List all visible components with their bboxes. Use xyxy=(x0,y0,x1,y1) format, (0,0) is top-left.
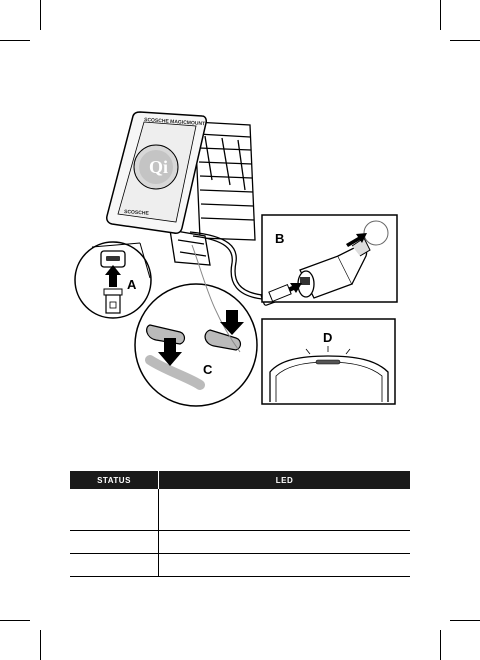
table-row xyxy=(70,554,410,577)
callout-letter-c: C xyxy=(203,362,213,377)
crop-mark-bottom-left xyxy=(40,630,41,660)
callout-d xyxy=(262,319,395,404)
qi-logo-icon: Qi xyxy=(149,157,169,177)
table-row xyxy=(70,531,410,554)
table-header-row xyxy=(70,471,410,489)
callout-c xyxy=(135,245,257,406)
brand-label-top: SCOSCHE MAGICMOUNT xyxy=(143,117,206,128)
callout-letter-b: B xyxy=(275,231,285,246)
led-cell xyxy=(159,531,411,554)
header-led: LED xyxy=(159,471,411,489)
crop-mark-bottom-right-h xyxy=(450,620,480,621)
led-cell xyxy=(159,554,411,577)
status-cell xyxy=(70,531,159,554)
led-indicator xyxy=(316,360,340,364)
status-cell xyxy=(70,554,159,577)
status-cell xyxy=(70,489,159,531)
led-status-table xyxy=(70,471,410,577)
table-row xyxy=(70,489,410,531)
callout-letter-a: A xyxy=(127,277,137,292)
callout-b xyxy=(262,215,397,302)
header-status: STATUS xyxy=(70,471,159,489)
led-cell xyxy=(159,489,411,531)
wireless-mount xyxy=(107,112,207,233)
callout-a xyxy=(75,242,151,318)
callout-letter-d: D xyxy=(323,330,333,345)
crop-mark-bottom-right xyxy=(440,630,441,660)
brand-label-bottom: SCOSCHE xyxy=(123,209,149,217)
crop-mark-bottom-left-h xyxy=(0,620,30,621)
